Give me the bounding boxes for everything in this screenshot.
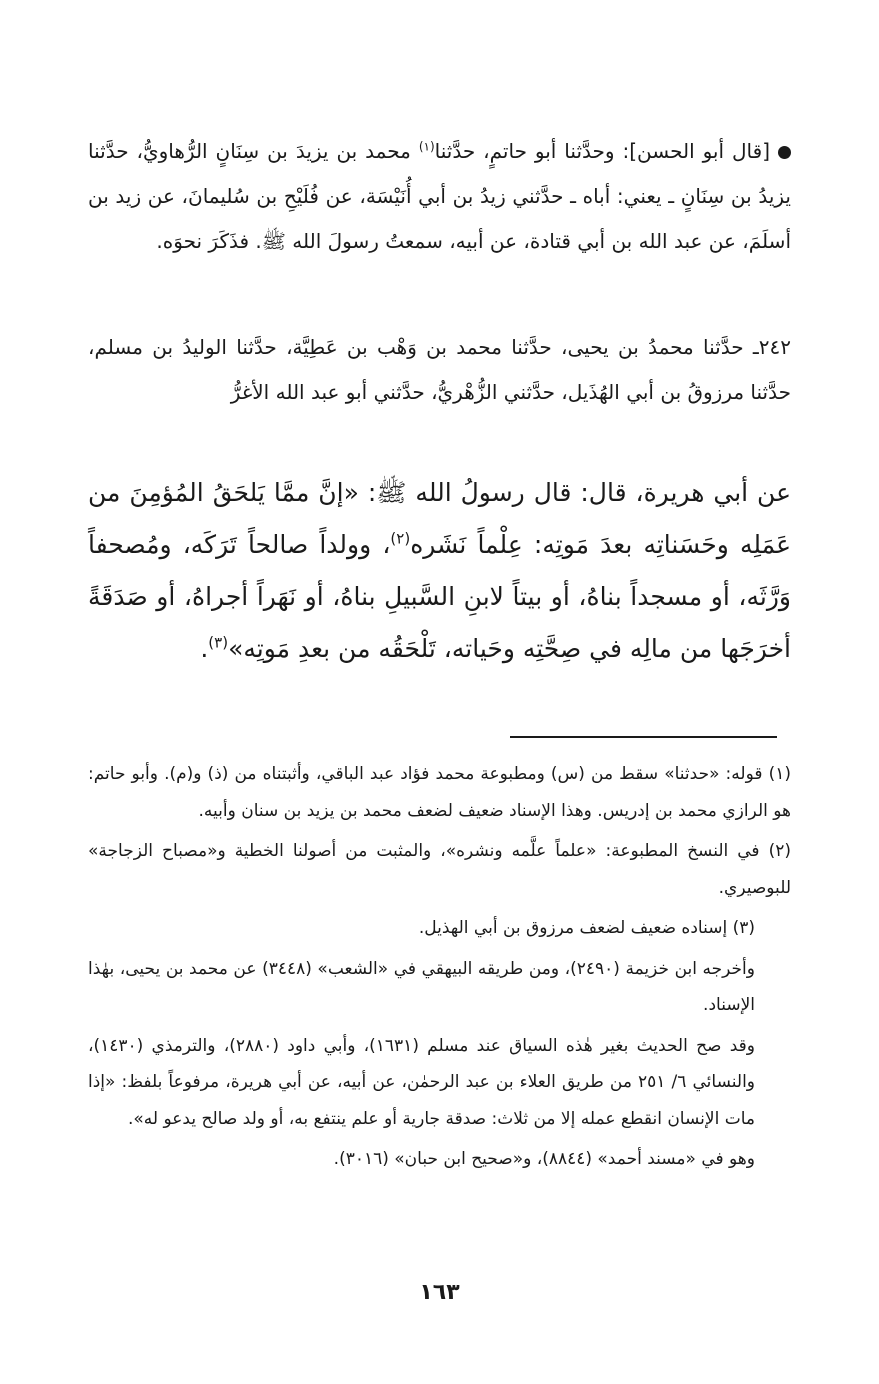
footnotes [88, 756, 791, 1182]
footnote-3-sahih: وقد صح الحديث بغير هٰذه السياق عند مسلم (١٦٣١)، وأبي داود (٢٨٨٠)، والترمذي (١٤٣٠)، والنسائي ٦/ ٢٥١ من طريق العلاء بن عبد الرحمٰن، عن أبيه، عن أبي هريرة، مرفوعاً بلفظ: «إذا مات الإنسان انقطع عمله إلا من ثلاث: صدقة جارية أو علم ينتفع به، أو ولد صالح يدعو له». [88, 1035, 755, 1129]
bullet-marker [778, 146, 791, 159]
para2-text: ٢٤٢ـ حدَّثنا محمدُ بن يحيى، حدَّثنا محمد بن وَهْب بن عَطِيَّة، حدَّثنا الوليدُ بن مسلم، حدَّثنا مرزوقُ بن أبي الهُذَيل، حدَّثني الزُّهْريُّ، حدَّثني أبو عبد الله الأغرُّ [88, 335, 791, 404]
footnote-marker-3: (٣) [208, 633, 229, 652]
footnote-divider [510, 736, 777, 738]
footnote-2: (٢) في النسخ المطبوعة: «علماً علَّمه ونشره»، والمثبت من أصولنا الخطية و«مصباح الزجاجة» للبوصيري. [88, 841, 791, 898]
matn-text-c: . [200, 634, 209, 663]
hadith-matn [88, 467, 791, 675]
hadith-paragraph-1 [88, 129, 791, 264]
footnote-1: (١) قوله: «حدثنا» سقط من (س) ومطبوعة محمد فؤاد عبد الباقي، وأثبتناه من (ذ) و(م). وأبو حاتم: هو الرازي محمد بن إدريس. وهذا الإسناد ضعيف لضعف محمد بن يزيد بن سنان وأبيه. [88, 764, 791, 821]
matn-text-a: عن أبي هريرة، قال: قال رسولُ الله ﷺ: «إنَّ ممَّا يَلحَقُ المُؤمِنَ من عَمَلِه وحَسَناتِه بعدَ مَوتِه: عِلْماً نَشَره [88, 478, 791, 559]
footnote-3: (٣) إسناده ضعيف لضعف مرزوق بن أبي الهذيل. [418, 918, 755, 938]
footnote-3-musnad: وهو في «مسند أحمد» (٨٨٤٤)، و«صحيح ابن حبان» (٣٠١٦). [333, 1149, 755, 1169]
footnote-marker-2: (٢) [390, 529, 411, 548]
para1-text-a: [قال أبو الحسن]: وحدَّثنا أبو حاتمٍ، حدَّثنا [434, 139, 770, 163]
footnote-3-takhrij: وأخرجه ابن خزيمة (٢٤٩٠)، ومن طريقه البيهقي في «الشعب» (٣٤٤٨) عن محمد بن يحيى، بهٰذا الإسناد. [88, 958, 755, 1015]
para1-text-b: محمد بن يزيدَ بن سِنَانٍ الرُّهاويُّ، حدَّثنا يزيدُ بن سِنَانٍ ـ يعني: أباه ـ حدَّثني زيدُ بن أبي أُنَيْسَة، عن فُلَيْحِ بن سُليمانَ، عن زيد بن أسلَمَ، عن عبد الله بن أبي قتادة، عن أبيه، سمعتُ رسولَ الله ﷺ. فذَكَرَ نحوَه. [88, 139, 791, 253]
page-number: ١٦٣ [419, 1280, 460, 1305]
hadith-paragraph-242-isnad [88, 325, 791, 415]
matn-text-b: ، وولداً صالحاً تَرَكَه، ومُصحفاً وَرَّثَه، أو مسجداً بناهُ، أو بيتاً لابنِ السَّبيلِ بناهُ، أو نَهَراً أجراهُ، أو صَدَقَةً أخرَجَها من مالِه في صِحَّتِه وحَياته، تَلْحَقُه من بعدِ مَوتِه» [88, 530, 791, 663]
footnote-marker-1: (١) [418, 139, 435, 154]
